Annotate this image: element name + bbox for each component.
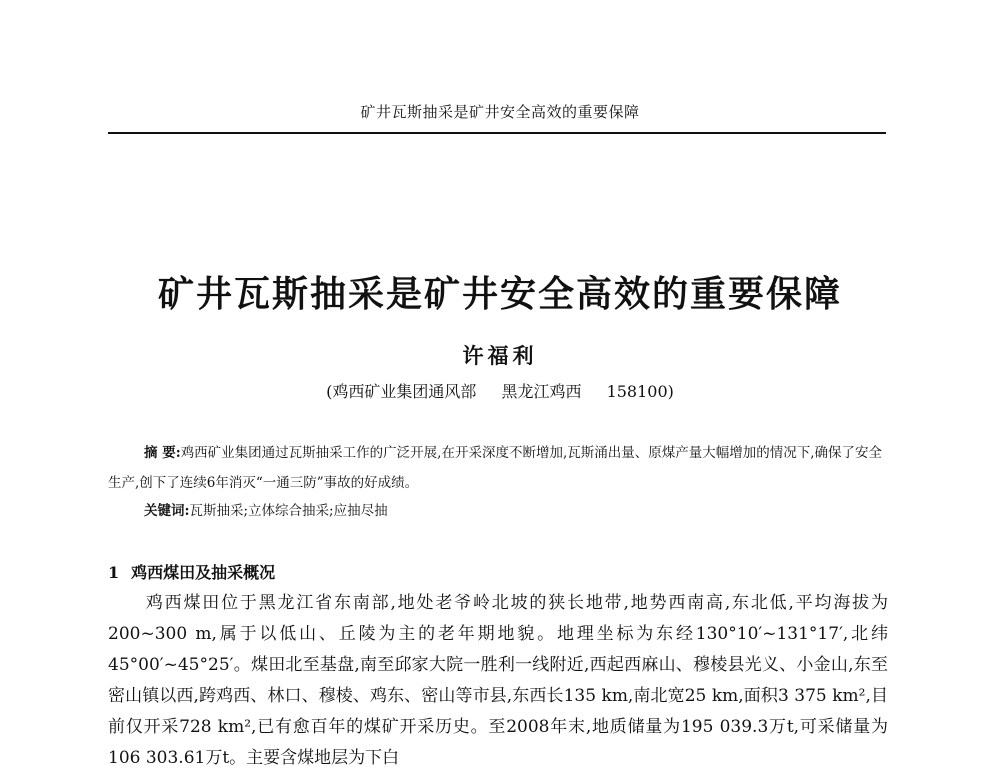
affiliation-place: 黑龙江鸡西 [501,382,582,401]
article-author: 许福利 [462,343,538,368]
header-rule [108,132,886,134]
section-heading [108,560,275,583]
keywords [144,499,388,519]
author-affiliation [0,379,1000,402]
abstract [108,438,888,498]
keywords-label: 关键词: [144,503,190,519]
running-title: 矿井瓦斯抽采是矿井安全高效的重要保障 [360,103,640,121]
paragraph-text: 鸡西煤田位于黑龙江省东南部,地处老爷岭北坡的狭长地带,地势西南高,东北低,平均海拔为200~300 m,属于以低山、丘陵为主的老年期地貌。地理坐标为东经130°10′~131°17′,北纬45°00′~45°25′。煤田北至基盘,南至邱家大院一胜利一线附近,西起西麻山、穆棱县光义、小金山,东至密山镇以西,跨鸡西、林口、穆棱、鸡东、密山等市县,东西长135 km,南北宽25 km,面积3 375 km²,目前仅开采728 km²,已有愈百年的煤矿开采历史。至2008年末,地质储量为195 039.3万t,可采储量为106 303.61万t。主要含煤地层为下白 [108,593,888,768]
section-number: 1 [108,563,120,582]
article-title: 矿井瓦斯抽采是矿井安全高效的重要保障 [157,274,842,315]
body-paragraph [108,588,888,774]
section-title: 鸡西煤田及抽采概况 [131,563,276,582]
abstract-text: 鸡西矿业集团通过瓦斯抽采工作的广泛开展,在开采深度不断增加,瓦斯涌出量、原煤产量大幅增加的情况下,确保了安全生产,创下了连续6年消灭“一通三防”事故的好成绩。 [108,445,883,491]
affiliation-org: (鸡西矿业集团通风部 [326,382,477,401]
affiliation-postcode: 158100) [606,382,674,401]
abstract-label: 摘 要: [144,445,181,461]
keywords-text: 瓦斯抽采;立体综合抽采;应抽尽抽 [189,503,388,519]
